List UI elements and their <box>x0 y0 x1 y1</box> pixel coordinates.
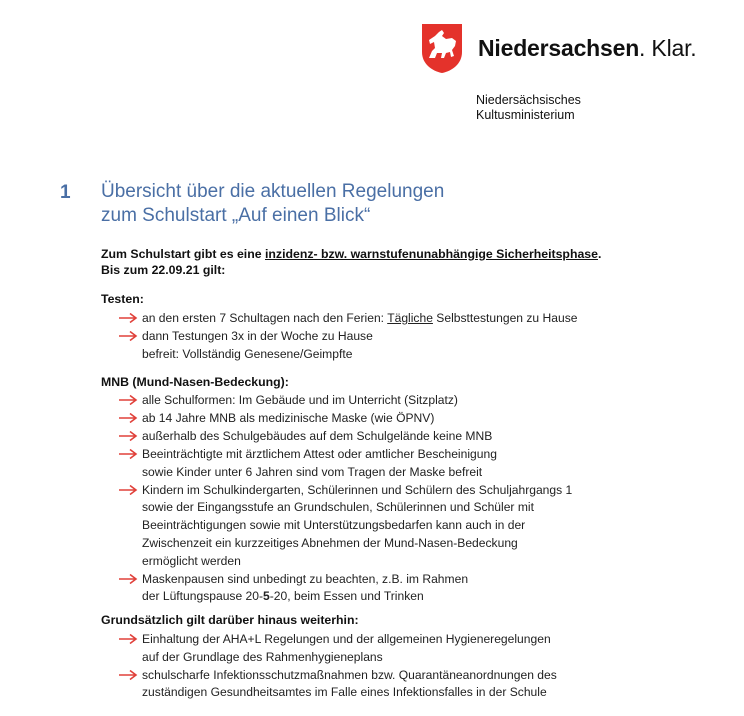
ministry-name <box>476 93 581 123</box>
list-item-line: außerhalb des Schulgebäudes auf dem Schulgelände keine MNB <box>142 429 493 443</box>
testen-heading: Testen: <box>101 292 144 306</box>
list-item-line: sowie Kinder unter 6 Jahren sind vom Tragen der Maske befreit <box>142 464 483 479</box>
section-title <box>101 180 444 228</box>
ministry-line-2: Kultusministerium <box>476 108 575 122</box>
ministry-line-1: Niedersächsisches <box>476 93 581 107</box>
section-number: 1 <box>60 182 71 203</box>
list-item-line: schulscharfe Infektionsschutzmaßnahmen bzw. Quarantäneanordnungen des <box>142 667 557 682</box>
list-item <box>118 631 557 667</box>
list-item <box>118 482 572 571</box>
list-item-line: ermöglicht werden <box>142 553 241 568</box>
list-item-line: Beeinträchtigungen sowie mit Unterstützungsbedarfen kann auch in der <box>142 518 526 533</box>
list-item-line: Einhaltung der AHA+L Regelungen und der allgemeinen Hygieneregelungen <box>142 632 551 646</box>
list-item-line: ab 14 Jahre MNB als medizinische Maske (wie ÖPNV) <box>142 411 435 425</box>
list-item <box>118 667 557 703</box>
list-item <box>118 392 572 410</box>
list-item-line: auf der Grundlage des Rahmenhygieneplans <box>142 649 383 664</box>
horse-crest-icon <box>420 22 464 74</box>
list-item-line: sowie der Eingangsstufe an Grundschulen, Schülerinnen und Schüler mit <box>142 500 534 515</box>
list-item-line: der Lüftungspause 20-5-20, beim Essen und Trinken <box>142 589 424 604</box>
arrow-right-icon <box>118 392 142 410</box>
grundsaetzlich-list <box>118 631 557 702</box>
list-item <box>118 446 572 482</box>
section-title-line-2: zum Schulstart „Auf einen Blick“ <box>101 205 371 226</box>
list-item-line: Zwischenzeit ein kurzzeitiges Abnehmen der Mund-Nasen-Bedeckung <box>142 535 518 550</box>
intro-text <box>101 246 601 278</box>
section-title-line-1: Übersicht über die aktuellen Regelungen <box>101 181 445 202</box>
intro-line-2: Bis zum 22.09.21 gilt: <box>101 263 226 277</box>
mnb-list <box>118 392 572 606</box>
arrow-right-icon <box>118 428 142 446</box>
list-item-line: alle Schulformen: Im Gebäude und im Unterricht (Sitzplatz) <box>142 393 458 407</box>
intro-line-1: Zum Schulstart gibt es eine inzidenz- bzw. warnstufenunabhängige Sicherheitsphase. <box>101 247 602 261</box>
brand-wordmark: Niedersachsen. Klar. <box>478 34 697 61</box>
brand-logo <box>420 22 696 74</box>
mnb-heading: MNB (Mund-Nasen-Bedeckung): <box>101 375 289 389</box>
list-item <box>118 428 572 446</box>
testen-list <box>118 310 577 364</box>
grundsaetzlich-heading: Grundsätzlich gilt darüber hinaus weiterhin: <box>101 613 359 627</box>
list-item-line: Kindern im Schulkindergarten, Schülerinnen und Schülern des Schuljahrgangs 1 <box>142 482 573 497</box>
arrow-right-icon <box>118 446 142 464</box>
list-item <box>118 571 572 607</box>
list-item-line: zuständigen Gesundheitsamtes im Falle eines Infektionsfalles in der Schule <box>142 685 547 700</box>
list-item-line: Maskenpausen sind unbedingt zu beachten, z.B. im Rahmen <box>142 571 469 586</box>
arrow-right-icon <box>118 410 142 428</box>
arrow-right-icon <box>118 328 142 346</box>
intro-underlined: inzidenz- bzw. warnstufenunabhängige Sicherheitsphase <box>265 247 598 261</box>
arrow-right-icon <box>118 631 142 649</box>
arrow-right-icon <box>118 667 142 685</box>
list-item: an den ersten 7 Schultagen nach den Ferien: Tägliche Selbsttestungen zu Hause <box>118 310 577 328</box>
list-item <box>118 410 572 428</box>
arrow-right-icon <box>118 310 142 328</box>
list-item-line: Beeinträchtigte mit ärztlichem Attest oder amtlicher Bescheinigung <box>142 447 497 461</box>
arrow-right-icon <box>118 571 142 589</box>
underlined-word: Tägliche <box>387 311 433 325</box>
arrow-right-icon <box>118 482 142 500</box>
list-item: dann Testungen 3x in der Woche zu Hause befreit: Vollständig Genesene/Geimpfte <box>118 328 577 364</box>
